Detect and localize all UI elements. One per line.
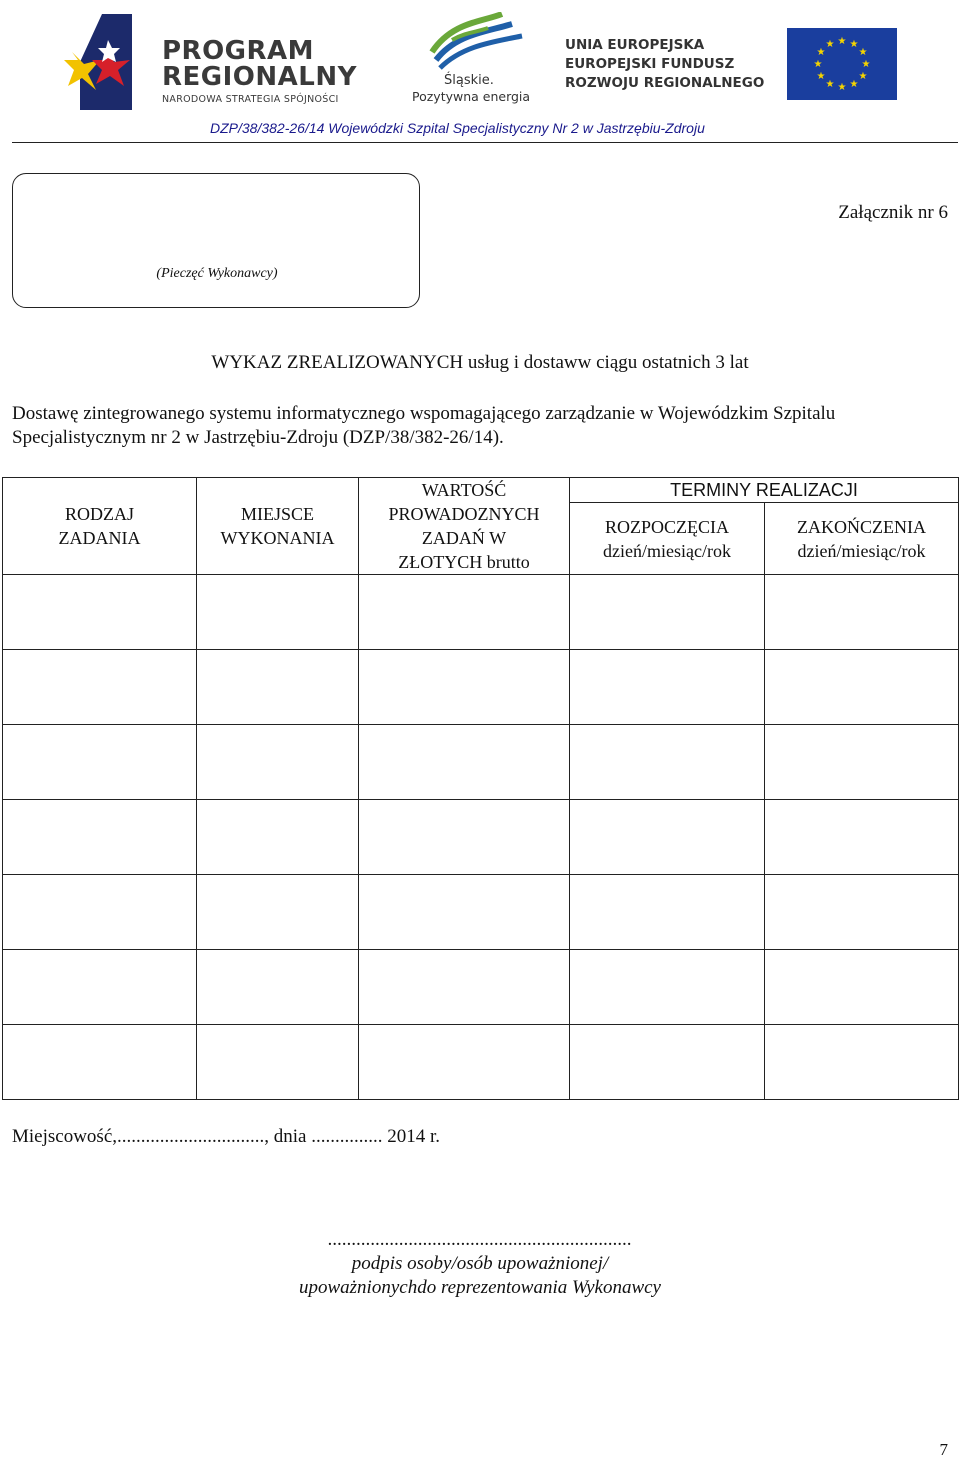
program-regionalny-emblem-icon — [62, 12, 152, 112]
eu-logo-line2: EUROPEJSKI FUNDUSZ — [565, 56, 735, 72]
document-reference-line: DZP/38/382-26/14 Wojewódzki Szpital Specjalistyczny Nr 2 w Jastrzębiu-Zdroju — [210, 120, 705, 136]
table-cell[interactable] — [3, 1025, 197, 1100]
table-cell[interactable] — [197, 1025, 359, 1100]
table-row — [3, 950, 959, 1025]
table-cell[interactable] — [3, 575, 197, 650]
signature-dots: ................................................................ — [328, 1229, 632, 1250]
slaskie-logo-line2: Pozytywna energia — [412, 89, 531, 104]
table-cell[interactable] — [765, 725, 959, 800]
header-value-l4: ZŁOTYCH brutto — [398, 552, 530, 572]
svg-text:★: ★ — [825, 79, 835, 90]
table-cell[interactable] — [765, 575, 959, 650]
table-cell[interactable] — [359, 1025, 570, 1100]
table-cell[interactable] — [197, 650, 359, 725]
table-cell[interactable] — [3, 875, 197, 950]
header-start-l1: ROZPOCZĘCIA — [604, 516, 729, 537]
table-cell[interactable] — [359, 875, 570, 950]
table-cell[interactable] — [765, 650, 959, 725]
header-value-l1: WARTOŚĆ — [421, 480, 507, 500]
program-regionalny-logo — [62, 10, 392, 112]
services-table — [2, 477, 959, 1100]
table-cell[interactable] — [3, 950, 197, 1025]
table-cell[interactable] — [197, 950, 359, 1025]
intro-paragraph — [12, 402, 948, 450]
svg-text:★: ★ — [849, 39, 859, 50]
table-cell[interactable] — [570, 725, 765, 800]
signature-line-1: podpis osoby/osób upoważnionej/ — [351, 1253, 609, 1274]
slaskie-logo — [408, 10, 548, 110]
program-logo-line2: REGIONALNY — [162, 62, 357, 92]
table-cell[interactable] — [197, 575, 359, 650]
header-end-date — [765, 503, 959, 575]
slaskie-wave-icon — [422, 12, 532, 72]
table-cell[interactable] — [3, 800, 197, 875]
table-cell[interactable] — [197, 875, 359, 950]
eu-logo-line3: ROZWOJU REGIONALNEGO — [565, 75, 765, 91]
header-value-l3: ZADAŃ W — [421, 528, 507, 548]
intro-line-1: Dostawę zintegrowanego systemu informatycznego wspomagającego zarządzanie w Wojewódzkim Szpitalu — [12, 403, 836, 424]
header-place-l1: MIEJSCE — [240, 504, 314, 524]
table-cell[interactable] — [359, 800, 570, 875]
slaskie-logo-line1: Śląskie. — [444, 73, 494, 88]
table-cell[interactable] — [3, 725, 197, 800]
eu-logo-line1: UNIA EUROPEJSKA — [565, 37, 705, 53]
table-row — [3, 725, 959, 800]
stamp-label: (Pieczęć Wykonawcy) — [156, 266, 278, 281]
header-terms-group: TERMINY REALIZACJI — [570, 478, 959, 503]
svg-text:★: ★ — [837, 82, 847, 93]
table-row — [3, 575, 959, 650]
table-cell[interactable] — [359, 950, 570, 1025]
document-title: WYKAZ ZREALIZOWANYCH usług i dostaww ciągu ostatnich 3 lat — [211, 352, 749, 373]
svg-text:★: ★ — [837, 36, 847, 47]
header-divider — [12, 142, 958, 143]
header-task-type — [3, 478, 197, 575]
page-number: 7 — [939, 1440, 948, 1459]
table-cell[interactable] — [570, 650, 765, 725]
table-row — [3, 800, 959, 875]
intro-line-2: Specjalistycznym nr 2 w Jastrzębiu-Zdroju (DZP/38/382-26/14). — [12, 427, 504, 448]
table-row — [3, 875, 959, 950]
table-cell[interactable] — [765, 1025, 959, 1100]
header-value — [359, 478, 570, 575]
program-logo-line1: PROGRAM — [162, 36, 315, 66]
svg-text:★: ★ — [816, 47, 826, 58]
table-cell[interactable] — [570, 575, 765, 650]
table-cell[interactable] — [570, 875, 765, 950]
program-logo-subtitle: NARODOWA STRATEGIA SPÓJNOŚCI — [162, 94, 339, 105]
svg-text:★: ★ — [858, 71, 868, 82]
attachment-number: Załącznik nr 6 — [838, 202, 948, 223]
svg-text:★: ★ — [858, 47, 868, 58]
signature-line-2: upoważnionychdo reprezentowania Wykonawcy — [298, 1277, 661, 1298]
signature-block — [0, 1228, 960, 1300]
table-cell[interactable] — [570, 1025, 765, 1100]
table-cell[interactable] — [765, 800, 959, 875]
place-date-line: Miejscowość,..............................., dnia ............... 2014 r. — [12, 1126, 441, 1147]
table-cell[interactable] — [359, 725, 570, 800]
svg-text:★: ★ — [813, 59, 823, 70]
svg-text:★: ★ — [816, 71, 826, 82]
header-start-l2: dzień/miesiąc/rok — [603, 540, 731, 561]
svg-text:★: ★ — [861, 59, 871, 70]
svg-text:★: ★ — [825, 39, 835, 50]
header-start-date — [570, 503, 765, 575]
table-cell[interactable] — [570, 950, 765, 1025]
header-task-type-l2: ZADANIA — [58, 528, 141, 548]
header-place — [197, 478, 359, 575]
header-value-l2: PROWADOZNYCH — [388, 504, 540, 524]
table-cell[interactable] — [765, 950, 959, 1025]
table-cell[interactable] — [197, 800, 359, 875]
contractor-stamp-box — [12, 173, 420, 308]
table-cell[interactable] — [570, 800, 765, 875]
table-row — [3, 1025, 959, 1100]
table-cell[interactable] — [359, 650, 570, 725]
table-row — [3, 650, 959, 725]
svg-text:★: ★ — [849, 79, 859, 90]
unia-europejska-logo — [565, 28, 905, 108]
header-place-l2: WYKONANIA — [220, 528, 335, 548]
table-cell[interactable] — [197, 725, 359, 800]
header-task-type-l1: RODZAJ — [64, 504, 134, 524]
header-logo-bar — [0, 0, 960, 118]
table-cell[interactable] — [3, 650, 197, 725]
header-end-l2: dzień/miesiąc/rok — [797, 540, 926, 561]
header-end-l1: ZAKOŃCZENIA — [797, 516, 926, 537]
table-cell[interactable] — [359, 575, 570, 650]
eu-flag-icon — [787, 28, 897, 100]
table-cell[interactable] — [765, 875, 959, 950]
